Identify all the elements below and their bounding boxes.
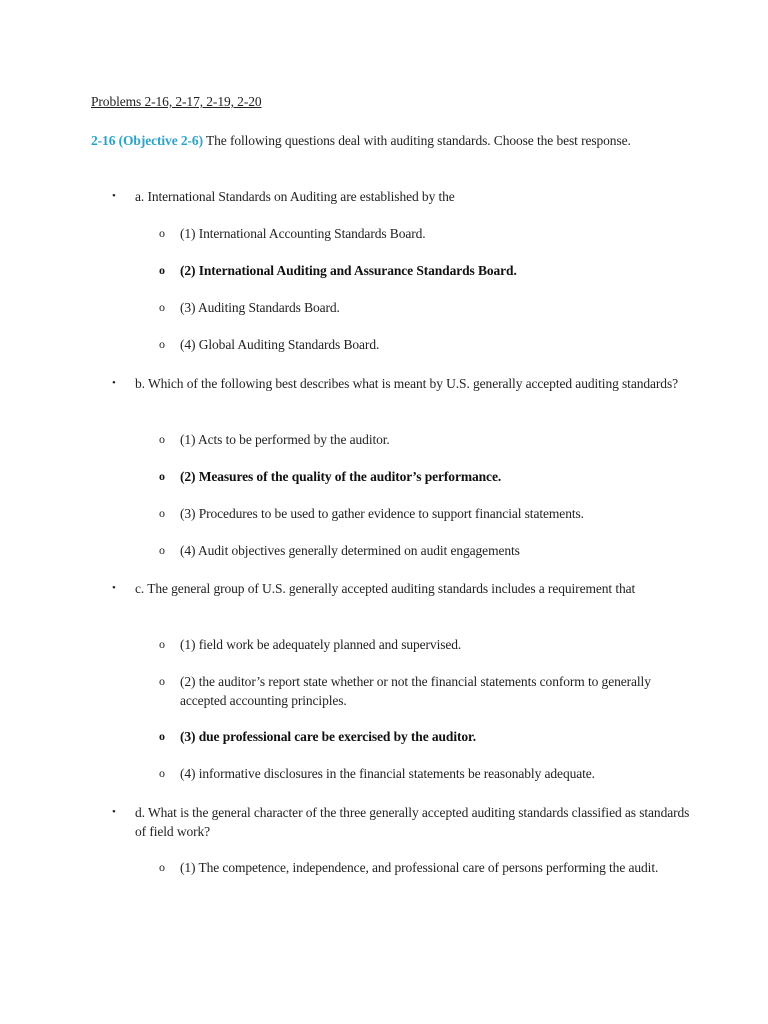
problem-intro xyxy=(91,132,681,150)
option-bullet: o xyxy=(159,226,165,240)
answer-option: (3) Procedures to be used to gather evidence to support financial statements. xyxy=(180,506,584,521)
question-text: b. Which of the following best describes what is meant by U.S. generally accepted auditing standards? xyxy=(135,376,678,391)
objective-label: 2-16 (Objective 2-6) xyxy=(91,133,203,148)
answer-option: (1) The competence, independence, and professional care of persons performing the audit. xyxy=(180,860,659,875)
problems-heading: Problems 2-16, 2-17, 2-19, 2-20 xyxy=(91,94,262,109)
option-bullet: o xyxy=(159,766,165,780)
question-text: c. The general group of U.S. generally accepted auditing standards includes a requirement that xyxy=(135,581,636,596)
answer-option: (4) Audit objectives generally determined on audit engagements xyxy=(180,543,520,558)
answer-option-selected: (2) Measures of the quality of the auditor’s performance. xyxy=(180,469,502,484)
answer-option: (2) the auditor’s report state whether or not the financial statements conform to generally accepted accounting principles. xyxy=(180,674,651,708)
option-bullet: o xyxy=(159,674,165,688)
answer-option: (1) Acts to be performed by the auditor. xyxy=(180,432,390,447)
option-bullet: o xyxy=(159,337,165,351)
intro-text: The following questions deal with auditing standards. Choose the best response. xyxy=(202,133,631,148)
question-bullet: • xyxy=(112,806,116,818)
option-bullet: o xyxy=(159,506,165,520)
option-bullet: o xyxy=(159,300,165,314)
question-text: a. International Standards on Auditing are established by the xyxy=(135,189,455,204)
answer-option: (3) Auditing Standards Board. xyxy=(180,300,340,315)
question-bullet: • xyxy=(112,377,116,389)
option-bullet-selected: o xyxy=(159,469,165,483)
question-bullet: • xyxy=(112,582,116,594)
option-bullet-selected: o xyxy=(159,729,165,743)
question-bullet: • xyxy=(112,190,116,202)
option-bullet: o xyxy=(159,432,165,446)
answer-option: (1) International Accounting Standards Board. xyxy=(180,226,426,241)
answer-option: (4) informative disclosures in the financial statements be reasonably adequate. xyxy=(180,766,595,781)
option-bullet-selected: o xyxy=(159,263,165,277)
answer-option-selected: (2) International Auditing and Assurance Standards Board. xyxy=(180,263,517,278)
option-bullet: o xyxy=(159,637,165,651)
option-bullet: o xyxy=(159,860,165,874)
question-text: d. What is the general character of the three generally accepted auditing standards classified as standards of field work? xyxy=(135,805,690,839)
answer-option: (4) Global Auditing Standards Board. xyxy=(180,337,380,352)
answer-option-selected: (3) due professional care be exercised by the auditor. xyxy=(180,729,476,744)
option-bullet: o xyxy=(159,543,165,557)
answer-option: (1) field work be adequately planned and supervised. xyxy=(180,637,462,652)
